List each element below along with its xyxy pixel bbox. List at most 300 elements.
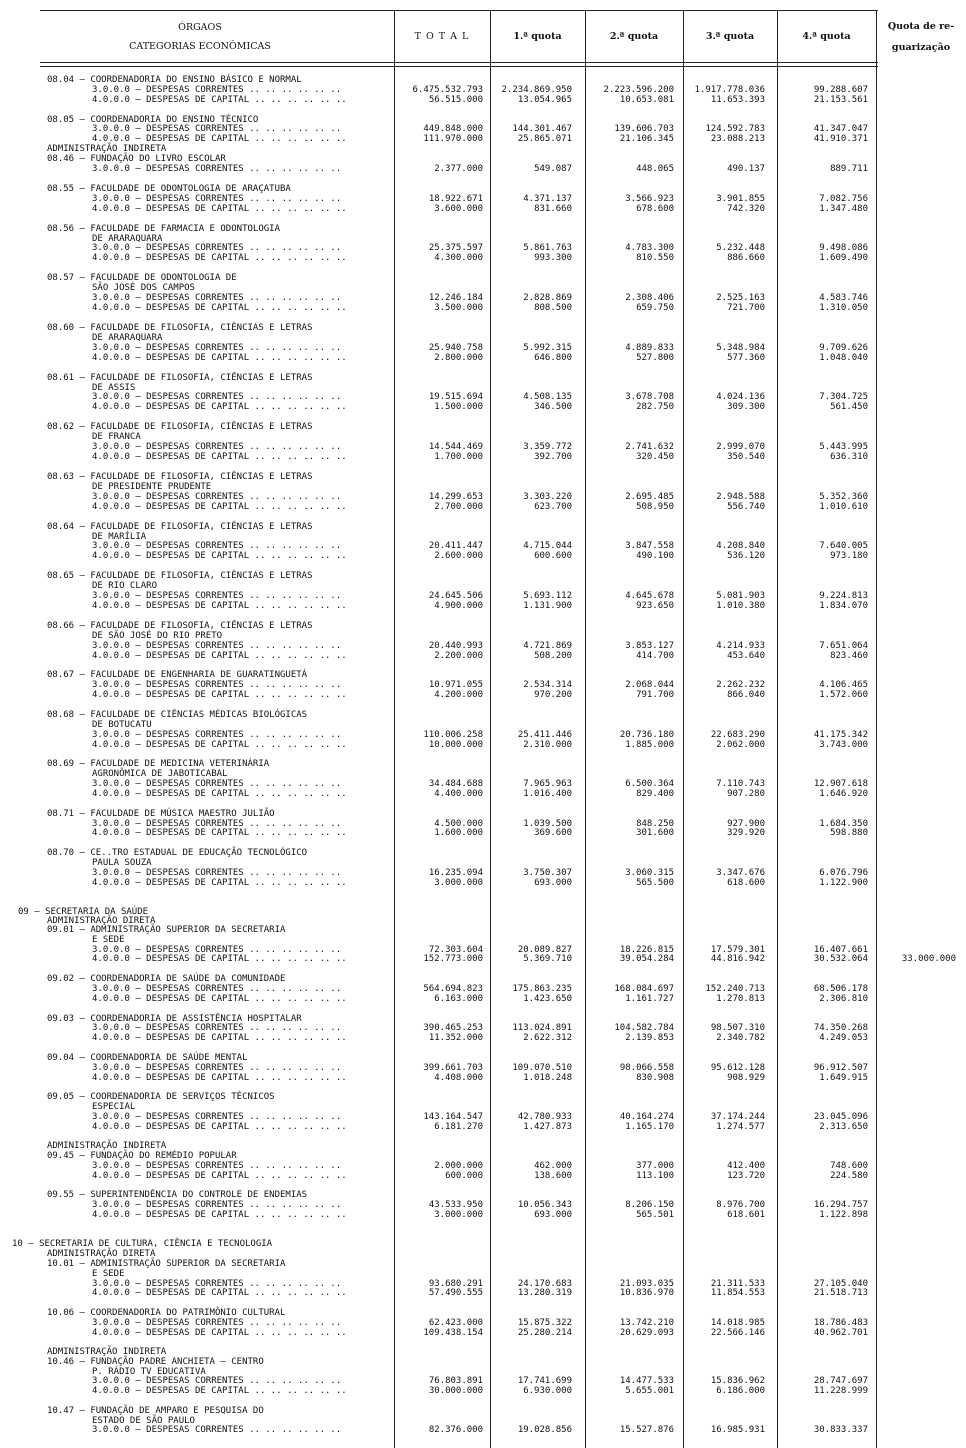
row-value: 13.280.319	[517, 1288, 572, 1298]
row-value: 2.234.869.950	[501, 85, 572, 95]
row-value: 22.683.290	[710, 730, 765, 740]
header-rule	[40, 62, 878, 63]
row-value: 2.313.650	[819, 1122, 868, 1132]
table-row	[0, 551, 966, 561]
row-label: DE MARÍLIA	[92, 532, 147, 542]
table-row	[0, 1308, 966, 1318]
row-value: 24.170.683	[517, 1279, 572, 1289]
row-label: 3.0.0.0 — DESPESAS CORRENTES .. .. .. .. .. ..	[92, 1376, 342, 1386]
row-value: 2.262.232	[716, 680, 765, 690]
row-value: 9.498.086	[819, 243, 868, 253]
row-value: 2.340.782	[716, 1033, 765, 1043]
table-row	[0, 392, 966, 402]
table-row	[0, 1269, 966, 1279]
table-row	[0, 353, 966, 363]
row-value: 1.165.170	[625, 1122, 674, 1132]
row-value: 4.645.678	[625, 591, 674, 601]
table-row	[0, 994, 966, 1004]
row-label: 4.0.0.0 — DESPESAS DE CAPITAL .. .. .. .. .. ..	[92, 1328, 347, 1338]
row-value: 3.750.307	[523, 868, 572, 878]
table-row	[0, 134, 966, 144]
row-label: DE FRANCA	[92, 432, 141, 442]
row-value: 693.000	[534, 1210, 572, 1220]
row-value: 4.024.136	[716, 392, 765, 402]
row-value: 16.407.661	[813, 945, 868, 955]
row-value: 42.780.933	[517, 1112, 572, 1122]
row-value: 448.065	[636, 164, 674, 174]
row-label: ESTADO DE SÃO PAULO	[92, 1416, 195, 1426]
row-label: 4.0.0.0 — DESPESAS DE CAPITAL .. .. .. .. .. ..	[92, 452, 347, 462]
row-label: 08.57 — FACULDADE DE ODONTOLOGIA DE	[47, 273, 237, 283]
table-row	[0, 1161, 966, 1171]
row-value: 40.164.274	[619, 1112, 674, 1122]
row-value: 7.110.743	[716, 779, 765, 789]
row-value: 1.572.060	[819, 690, 868, 700]
header-quota-regularizacao-2: guarização	[891, 42, 951, 53]
row-value: 2.139.853	[625, 1033, 674, 1043]
table-row	[0, 974, 966, 984]
row-value: 886.660	[727, 253, 765, 263]
row-label: 08.04 — COORDENADORIA DO ENSINO BÁSICO E NORMAL	[47, 75, 302, 85]
row-label: DE ASSIS	[92, 383, 136, 393]
row-label: 4.0.0.0 — DESPESAS DE CAPITAL .. .. .. .. .. ..	[92, 601, 347, 611]
row-label: 08.67 — FACULDADE DE ENGENHARIA DE GUARATINGUETÁ	[47, 670, 308, 680]
row-label: 3.0.0.0 — DESPESAS CORRENTES .. .. .. .. .. ..	[92, 1279, 342, 1289]
row-value: 2.828.869	[523, 293, 572, 303]
table-row	[0, 1112, 966, 1122]
table-row	[0, 144, 966, 154]
row-value: 320.450	[636, 452, 674, 462]
table-row	[0, 204, 966, 214]
row-value: 346.500	[534, 402, 572, 412]
row-value: 72.303.604	[428, 945, 483, 955]
row-value: 99.288.607	[813, 85, 868, 95]
table-row	[0, 878, 966, 888]
row-value: 549.087	[534, 164, 572, 174]
row-label: 3.0.0.0 — DESPESAS CORRENTES .. .. .. .. .. ..	[92, 85, 342, 95]
row-label: 4.0.0.0 — DESPESAS DE CAPITAL .. .. .. .. .. ..	[92, 789, 347, 799]
row-label: 4.0.0.0 — DESPESAS DE CAPITAL .. .. .. .. .. ..	[92, 878, 347, 888]
row-value: 143.164.547	[423, 1112, 483, 1122]
row-value: 4.408.000	[434, 1073, 483, 1083]
row-value: 1.423.650	[523, 994, 572, 1004]
row-value: 4.249.053	[819, 1033, 868, 1043]
row-label: 10.47 — FUNDAÇÃO DE AMPARO E PESQUISA DO	[47, 1406, 264, 1416]
row-label: DE RIO CLARO	[92, 581, 158, 591]
row-label: 3.0.0.0 — DESPESAS CORRENTES .. .. .. .. .. ..	[92, 680, 342, 690]
row-value: 2.223.596.200	[603, 85, 674, 95]
row-value: 11.854.553	[710, 1288, 765, 1298]
row-value: 17.579.301	[710, 945, 765, 955]
row-value: 3.847.558	[625, 541, 674, 551]
row-value: 5.443.995	[819, 442, 868, 452]
row-value: 3.600.000	[434, 204, 483, 214]
row-label: 3.0.0.0 — DESPESAS CORRENTES .. .. .. .. .. ..	[92, 1318, 342, 1328]
row-value: 646.800	[534, 353, 572, 363]
table-row	[0, 541, 966, 551]
row-label: 09.03 — COORDENADORIA DE ASSISTÊNCIA HOSPITALAR	[47, 1014, 302, 1024]
row-value: 6.076.796	[819, 868, 868, 878]
row-value: 41.910.371	[813, 134, 868, 144]
row-value: 490.100	[636, 551, 674, 561]
table-row	[0, 601, 966, 611]
table-row	[0, 868, 966, 878]
row-value: 34.484.688	[428, 779, 483, 789]
table-row	[0, 858, 966, 868]
row-value: 20.440.993	[428, 641, 483, 651]
row-label: 3.0.0.0 — DESPESAS CORRENTES .. .. .. .. .. ..	[92, 392, 342, 402]
row-value: 377.000	[636, 1161, 674, 1171]
row-value: 329.920	[727, 828, 765, 838]
table-row	[0, 1328, 966, 1338]
row-value: 6.500.364	[625, 779, 674, 789]
row-label: 08.71 — FACULDADE DE MÚSICA MAESTRO JULIÃO	[47, 809, 275, 819]
table-row	[0, 224, 966, 234]
row-value: 4.889.833	[625, 343, 674, 353]
table-row	[0, 1141, 966, 1151]
row-value: 5.348.984	[716, 343, 765, 353]
row-value: 24.645.506	[428, 591, 483, 601]
table-row	[0, 710, 966, 720]
table-row	[0, 442, 966, 452]
table-row	[0, 273, 966, 283]
row-value: 2.377.000	[434, 164, 483, 174]
table-row	[0, 293, 966, 303]
table-row	[0, 581, 966, 591]
table-row	[0, 492, 966, 502]
row-value: 508.200	[534, 651, 572, 661]
row-value: 1.649.915	[819, 1073, 868, 1083]
row-label: DE SÃO JOSÉ DO RIO PRETO	[92, 631, 223, 641]
row-value: 104.582.784	[614, 1023, 674, 1033]
row-label: E SEDE	[92, 935, 125, 945]
row-value: 41.175.342	[813, 730, 868, 740]
row-value: 1.039.500	[523, 819, 572, 829]
row-value: 577.360	[727, 353, 765, 363]
row-label: 4.0.0.0 — DESPESAS DE CAPITAL .. .. .. .. .. ..	[92, 828, 347, 838]
row-value: 2.600.000	[434, 551, 483, 561]
row-label: 3.0.0.0 — DESPESAS CORRENTES .. .. .. .. .. ..	[92, 293, 342, 303]
row-value: 25.411.446	[517, 730, 572, 740]
row-label: 3.0.0.0 — DESPESAS CORRENTES .. .. .. .. .. ..	[92, 124, 342, 134]
row-label: 09.45 — FUNDAÇÃO DO REMÉDIO POPULAR	[47, 1151, 237, 1161]
table-row	[0, 422, 966, 432]
row-value: 3.853.127	[625, 641, 674, 651]
row-value: 5.232.448	[716, 243, 765, 253]
row-value: 4.214.933	[716, 641, 765, 651]
row-value: 21.153.561	[813, 95, 868, 105]
row-value: 564.694.823	[423, 984, 483, 994]
row-value: 20.629.093	[619, 1328, 674, 1338]
row-value: 113.024.891	[512, 1023, 572, 1033]
row-label: 08.65 — FACULDADE DE FILOSOFIA, CIÊNCIAS E LETRAS	[47, 571, 313, 581]
row-value: 369.600	[534, 828, 572, 838]
row-value: 636.310	[830, 452, 868, 462]
row-label: 4.0.0.0 — DESPESAS DE CAPITAL .. .. .. .. .. ..	[92, 95, 347, 105]
row-value: 2.306.810	[819, 994, 868, 1004]
row-value: 748.600	[830, 1161, 868, 1171]
table-row	[0, 954, 966, 964]
row-value: 21.518.713	[813, 1288, 868, 1298]
row-value: 56.515.000	[428, 95, 483, 105]
row-label: DE PRESIDENTE PRUDENTE	[92, 482, 212, 492]
row-value: 68.506.178	[813, 984, 868, 994]
row-value: 15.875.322	[517, 1318, 572, 1328]
row-value: 399.661.703	[423, 1063, 483, 1073]
row-value: 449.848.000	[423, 124, 483, 134]
header-rule-2	[40, 66, 878, 67]
table-row	[0, 243, 966, 253]
table-row	[0, 935, 966, 945]
row-value: 2.525.163	[716, 293, 765, 303]
row-value: 2.999.070	[716, 442, 765, 452]
row-value: 14.544.469	[428, 442, 483, 452]
row-value: 6.186.000	[716, 1386, 765, 1396]
row-value: 20.089.827	[517, 945, 572, 955]
row-value: 44.816.942	[710, 954, 765, 964]
row-value: 2.068.044	[625, 680, 674, 690]
table-row	[0, 522, 966, 532]
row-value: 2.062.000	[716, 740, 765, 750]
row-value: 8.206.150	[625, 1200, 674, 1210]
row-value: 1.122.898	[819, 1210, 868, 1220]
row-value: 2.000.000	[434, 1161, 483, 1171]
table-row	[0, 1073, 966, 1083]
row-value: 16.985.931	[710, 1425, 765, 1435]
table-row	[0, 85, 966, 95]
table-row	[0, 789, 966, 799]
row-value: 600.000	[445, 1171, 483, 1181]
row-label: 3.0.0.0 — DESPESAS CORRENTES .. .. .. .. .. ..	[92, 1112, 342, 1122]
row-value: 15.527.876	[619, 1425, 674, 1435]
row-label: 08.61 — FACULDADE DE FILOSOFIA, CIÊNCIAS E LETRAS	[47, 373, 313, 383]
table-row	[0, 571, 966, 581]
row-value: 866.040	[727, 690, 765, 700]
row-value: 565.501	[636, 1210, 674, 1220]
row-label: 10.06 — COORDENADORIA DO PATRIMÔNIO CULTURAL	[47, 1308, 286, 1318]
row-value: 350.540	[727, 452, 765, 462]
table-row	[0, 720, 966, 730]
row-value: 2.695.485	[625, 492, 674, 502]
row-value: 11.228.999	[813, 1386, 868, 1396]
header-quota-3: 3.ª quota	[705, 31, 755, 42]
row-value: 1.048.040	[819, 353, 868, 363]
table-row	[0, 1053, 966, 1063]
table-row	[0, 670, 966, 680]
row-value: 907.280	[727, 789, 765, 799]
row-value: 4.300.000	[434, 253, 483, 263]
row-value: 17.741.699	[517, 1376, 572, 1386]
row-label: 4.0.0.0 — DESPESAS DE CAPITAL .. .. .. .. .. ..	[92, 740, 347, 750]
row-value: 25.940.758	[428, 343, 483, 353]
row-value: 7.304.725	[819, 392, 868, 402]
row-value: 39.054.284	[619, 954, 674, 964]
row-value: 14.299.653	[428, 492, 483, 502]
table-row	[0, 1347, 966, 1357]
table-row	[0, 1190, 966, 1200]
row-value: 3.303.220	[523, 492, 572, 502]
table-row	[0, 164, 966, 174]
row-label: 4.0.0.0 — DESPESAS DE CAPITAL .. .. .. .. .. ..	[92, 353, 347, 363]
row-label: 08.63 — FACULDADE DE FILOSOFIA, CIÊNCIAS E LETRAS	[47, 472, 313, 482]
row-value: 453.640	[727, 651, 765, 661]
row-value: 3.566.923	[625, 194, 674, 204]
table-row	[0, 373, 966, 383]
row-value: 124.592.783	[705, 124, 765, 134]
table-row	[0, 1406, 966, 1416]
row-label: 09 — SECRETARIA DA SAÚDE	[18, 907, 149, 917]
row-value: 993.300	[534, 253, 572, 263]
row-value: 3.000.000	[434, 1210, 483, 1220]
table-row	[0, 769, 966, 779]
row-value: 111.970.000	[423, 134, 483, 144]
row-value: 4.783.300	[625, 243, 674, 253]
row-label: 4.0.0.0 — DESPESAS DE CAPITAL .. .. .. .. .. ..	[92, 1122, 347, 1132]
row-value: 1.684.350	[819, 819, 868, 829]
row-value: 16.235.094	[428, 868, 483, 878]
row-value: 1.010.610	[819, 502, 868, 512]
row-value: 98.066.558	[619, 1063, 674, 1073]
row-value: 508.950	[636, 502, 674, 512]
row-value: 113.100	[636, 1171, 674, 1181]
row-label: 09.02 — COORDENADORIA DE SAÚDE DA COMUNIDADE	[47, 974, 286, 984]
row-value: 4.508.135	[523, 392, 572, 402]
table-row	[0, 95, 966, 105]
table-row	[0, 154, 966, 164]
row-value: 1.161.727	[625, 994, 674, 1004]
row-value: 2.534.314	[523, 680, 572, 690]
row-label: 3.0.0.0 — DESPESAS CORRENTES .. .. .. .. .. ..	[92, 819, 342, 829]
table-row	[0, 1376, 966, 1386]
row-label: 08.69 — FACULDADE DE MEDICINA VETERINÁRIA	[47, 759, 270, 769]
table-row	[0, 402, 966, 412]
row-value: 2.622.312	[523, 1033, 572, 1043]
row-value: 15.836.962	[710, 1376, 765, 1386]
row-value: 93.680.291	[428, 1279, 483, 1289]
row-value: 25.375.597	[428, 243, 483, 253]
table-row	[0, 1259, 966, 1269]
row-label: 4.0.0.0 — DESPESAS DE CAPITAL .. .. .. .. .. ..	[92, 253, 347, 263]
row-label: 4.0.0.0 — DESPESAS DE CAPITAL .. .. .. .. .. ..	[92, 402, 347, 412]
row-value: 5.352.360	[819, 492, 868, 502]
row-value: 1.018.248	[523, 1073, 572, 1083]
row-value: 908.929	[727, 1073, 765, 1083]
row-value: 1.600.000	[434, 828, 483, 838]
row-value: 4.208.840	[716, 541, 765, 551]
row-value: 11.653.393	[710, 95, 765, 105]
row-value: 2.800.000	[434, 353, 483, 363]
row-label: 4.0.0.0 — DESPESAS DE CAPITAL .. .. .. .. .. ..	[92, 1386, 347, 1396]
row-value: 600.600	[534, 551, 572, 561]
row-value: 561.450	[830, 402, 868, 412]
table-row	[0, 1102, 966, 1112]
row-value: 4.400.000	[434, 789, 483, 799]
row-label: 3.0.0.0 — DESPESAS CORRENTES .. .. .. .. .. ..	[92, 1023, 342, 1033]
row-value: 1.646.920	[819, 789, 868, 799]
table-row	[0, 651, 966, 661]
row-value: 618.601	[727, 1210, 765, 1220]
table-row	[0, 1023, 966, 1033]
row-value: 3.347.676	[716, 868, 765, 878]
row-value: 19.028.856	[517, 1425, 572, 1435]
row-label: 3.0.0.0 — DESPESAS CORRENTES .. .. .. .. .. ..	[92, 541, 342, 551]
row-value: 808.500	[534, 303, 572, 313]
row-label: 4.0.0.0 — DESPESAS DE CAPITAL .. .. .. .. .. ..	[92, 994, 347, 1004]
table-row	[0, 502, 966, 512]
row-label: P. RÁDIO TV EDUCATIVA	[92, 1367, 206, 1377]
row-value: 923.650	[636, 601, 674, 611]
row-value: 848.250	[636, 819, 674, 829]
table-row	[0, 690, 966, 700]
row-value: 152.240.713	[705, 984, 765, 994]
row-value: 6.163.000	[434, 994, 483, 1004]
row-value: 6.930.000	[523, 1386, 572, 1396]
row-label: 3.0.0.0 — DESPESAS CORRENTES .. .. .. .. .. ..	[92, 1063, 342, 1073]
row-label: 3.0.0.0 — DESPESAS CORRENTES .. .. .. .. .. ..	[92, 984, 342, 994]
row-value: 3.743.000	[819, 740, 868, 750]
table-row	[0, 1151, 966, 1161]
row-value: 4.200.000	[434, 690, 483, 700]
row-label: 4.0.0.0 — DESPESAS DE CAPITAL .. .. .. .. .. ..	[92, 502, 347, 512]
row-value: 98.507.310	[710, 1023, 765, 1033]
header-orgaos: ÓRGAOS	[178, 22, 222, 33]
table-row	[0, 184, 966, 194]
row-value: 95.612.128	[710, 1063, 765, 1073]
row-label: 3.0.0.0 — DESPESAS CORRENTES .. .. .. .. .. ..	[92, 1200, 342, 1210]
row-value: 18.922.671	[428, 194, 483, 204]
row-value: 96.912.507	[813, 1063, 868, 1073]
row-label: PAULA SOUZA	[92, 858, 152, 868]
table-row	[0, 482, 966, 492]
row-label: 08.68 — FACULDADE DE CIÊNCIAS MÉDICAS BIOLÓGICAS	[47, 710, 308, 720]
row-value: 25.280.214	[517, 1328, 572, 1338]
row-value: 28.747.697	[813, 1376, 868, 1386]
row-value: 1.500.000	[434, 402, 483, 412]
row-value: 301.600	[636, 828, 674, 838]
row-value: 5.992.315	[523, 343, 572, 353]
row-label: 3.0.0.0 — DESPESAS CORRENTES .. .. .. .. .. ..	[92, 779, 342, 789]
row-value: 23.045.096	[813, 1112, 868, 1122]
row-value: 3.678.708	[625, 392, 674, 402]
row-value: 7.965.963	[523, 779, 572, 789]
row-label: 4.0.0.0 — DESPESAS DE CAPITAL .. .. .. .. .. ..	[92, 954, 347, 964]
row-value: 4.900.000	[434, 601, 483, 611]
row-value: 3.500.000	[434, 303, 483, 313]
row-value: 74.350.268	[813, 1023, 868, 1033]
row-label: 3.0.0.0 — DESPESAS CORRENTES .. .. .. .. .. ..	[92, 730, 342, 740]
row-label: 09.05 — COORDENADORIA DE SERVIÇOS TÉCNICOS	[47, 1092, 275, 1102]
row-value: 10.000.000	[428, 740, 483, 750]
row-value: 6.181.270	[434, 1122, 483, 1132]
row-value: 1.427.873	[523, 1122, 572, 1132]
header-quota-regularizacao: Quota de re-	[887, 21, 955, 32]
header-quota-1: 1.ª quota	[513, 31, 562, 42]
row-value: 1.310.050	[819, 303, 868, 313]
row-label: SÃO JOSÉ DOS CAMPOS	[92, 283, 195, 293]
row-value: 1.122.900	[819, 878, 868, 888]
row-label: AGRONÔMICA DE JABOTICABAL	[92, 769, 228, 779]
row-label: E SEDE	[92, 1269, 125, 1279]
row-value: 1.834.070	[819, 601, 868, 611]
row-label: 3.0.0.0 — DESPESAS CORRENTES .. .. .. .. .. ..	[92, 243, 342, 253]
row-value: 2.308.406	[625, 293, 674, 303]
row-value: 4.371.137	[523, 194, 572, 204]
row-value: 7.651.064	[819, 641, 868, 651]
row-value: 5.369.710	[523, 954, 572, 964]
row-value: 1.885.000	[625, 740, 674, 750]
row-value: 23.088.213	[710, 134, 765, 144]
table-row	[0, 303, 966, 313]
